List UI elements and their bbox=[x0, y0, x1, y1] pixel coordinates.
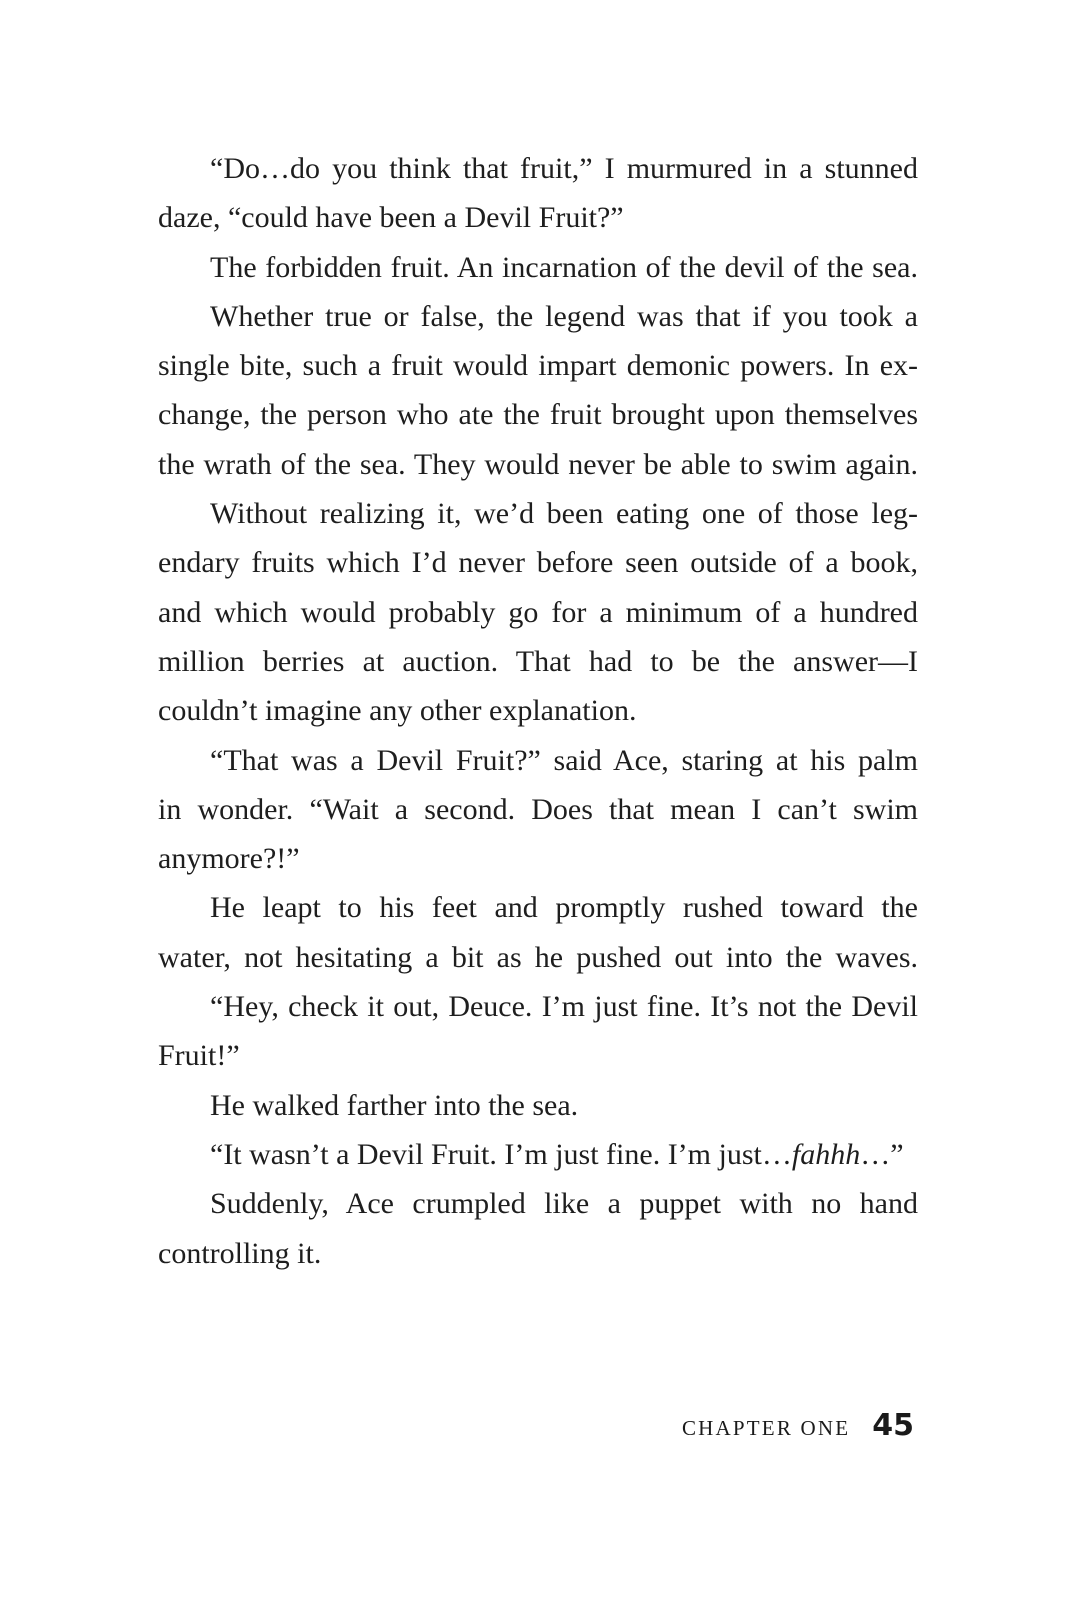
text-line: daze, “could have been a Devil Fruit?” bbox=[158, 201, 624, 235]
text-line: million berries at auction. That had to be the answer—I bbox=[158, 644, 918, 678]
text-line: Suddenly, Ace crumpled like a puppet with no hand bbox=[210, 1187, 918, 1221]
italic-word: fahhh bbox=[791, 1137, 861, 1171]
text-line: The forbidden fruit. An incarnation of the devil of the sea. bbox=[210, 250, 918, 284]
text-line: He walked farther into the sea. bbox=[210, 1088, 579, 1122]
body-text bbox=[158, 144, 918, 1278]
text-line: water, not hesitating a bit as he pushed out into the waves. bbox=[158, 940, 918, 974]
text-line: “Hey, check it out, Deuce. I’m just fine. It’s not the Devil bbox=[210, 990, 918, 1024]
text-line: controlling it. bbox=[158, 1236, 322, 1270]
text-line: couldn’t imagine any other explanation. bbox=[158, 694, 637, 728]
text-line: “That was a Devil Fruit?” said Ace, staring at his palm bbox=[210, 743, 918, 777]
chapter-label: CHAPTER ONE bbox=[681, 1416, 851, 1440]
text-line: He leapt to his feet and promptly rushed toward the bbox=[210, 891, 918, 925]
text-line: Fruit!” bbox=[158, 1039, 240, 1073]
page-number: 45 bbox=[872, 1408, 914, 1443]
text-line: Without realizing it, we’d been eating one of those leg- bbox=[210, 497, 918, 531]
page-footer bbox=[682, 1408, 914, 1443]
text-line: “Do…do you think that fruit,” I murmured in a stunned bbox=[210, 152, 918, 185]
text-line: change, the person who ate the fruit brought upon themselves bbox=[158, 398, 918, 432]
text-line: in wonder. “Wait a second. Does that mean I can’t swim bbox=[158, 792, 918, 826]
text-line: endary fruits which I’d never before seen outside of a book, bbox=[158, 546, 918, 580]
text-line-start: “It wasn’t a Devil Fruit. I’m just fine. I’m just… bbox=[210, 1137, 792, 1171]
text-line bbox=[158, 1130, 918, 1179]
text-line: and which would probably go for a minimum of a hundred bbox=[158, 595, 918, 629]
text-line-end: …” bbox=[860, 1137, 904, 1171]
text-line: Whether true or false, the legend was that if you took a bbox=[210, 299, 918, 333]
text-line: the wrath of the sea. They would never be able to swim again. bbox=[158, 447, 918, 481]
text-line: anymore?!” bbox=[158, 842, 300, 876]
text-line: single bite, such a fruit would impart demonic powers. In ex- bbox=[158, 349, 918, 383]
